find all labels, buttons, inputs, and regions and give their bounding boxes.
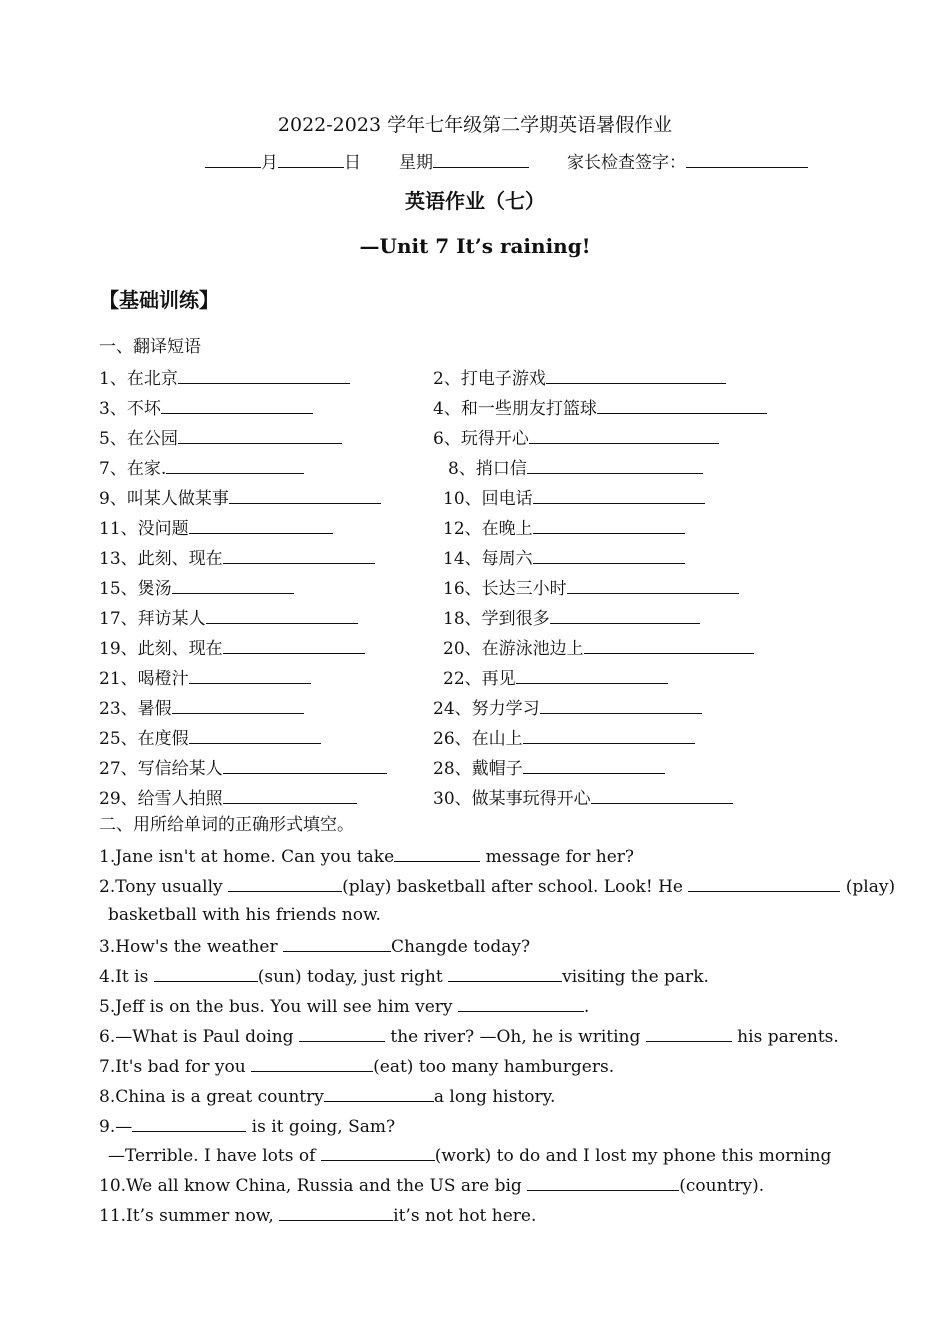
phrase-item xyxy=(99,426,342,450)
phrase-label: 19、此刻、现在 xyxy=(99,639,223,659)
phrase-answer-blank[interactable] xyxy=(567,576,739,594)
phrase-answer-blank[interactable] xyxy=(533,486,705,504)
q3-text-a: 3.How's the weather xyxy=(99,937,283,957)
worksheet-title: 2022-2023 学年七年级第二学期英语暑假作业 xyxy=(277,114,673,136)
q7-text-b: (eat) too many hamburgers. xyxy=(373,1057,615,1077)
phrase-answer-blank[interactable] xyxy=(533,546,685,564)
phrase-item xyxy=(443,516,685,540)
q11-text-a: 11.It’s summer now, xyxy=(99,1206,280,1226)
phrase-label: 8、捎口信 xyxy=(448,459,527,479)
phrase-answer-blank[interactable] xyxy=(206,606,358,624)
phrase-label: 21、喝橙汁 xyxy=(99,669,189,689)
part1-title: 一、翻译短语 xyxy=(99,337,201,357)
phrase-label: 24、努力学习 xyxy=(433,699,540,719)
q4-blank-1[interactable] xyxy=(154,964,258,982)
q8-text-b: a long history. xyxy=(433,1087,556,1107)
phrase-answer-blank[interactable] xyxy=(591,786,733,804)
unit-title: —Unit 7 It’s raining! xyxy=(359,234,591,258)
phrase-answer-blank[interactable] xyxy=(161,396,313,414)
question-6 xyxy=(99,1024,839,1048)
phrase-item xyxy=(99,606,358,630)
q7-blank[interactable] xyxy=(251,1054,373,1072)
question-11 xyxy=(99,1203,536,1227)
q2-text-b: (play) basketball after school. Look! He xyxy=(342,877,689,897)
q9-blank-2[interactable] xyxy=(321,1143,435,1161)
question-5 xyxy=(99,994,589,1018)
phrase-label: 4、和一些朋友打篮球 xyxy=(433,399,597,419)
q9-text-b: is it going, Sam? xyxy=(246,1117,396,1137)
question-10 xyxy=(99,1173,764,1197)
q6-text-a: 6.—What is Paul doing xyxy=(99,1027,299,1047)
phrase-item xyxy=(99,726,321,750)
phrase-label: 13、此刻、现在 xyxy=(99,549,223,569)
question-7 xyxy=(99,1054,614,1078)
phrase-label: 2、打电子游戏 xyxy=(433,369,546,389)
phrase-label: 3、不坏 xyxy=(99,399,161,419)
phrase-answer-blank[interactable] xyxy=(166,456,304,474)
phrase-item xyxy=(99,366,350,390)
phrase-item xyxy=(99,666,311,690)
phrase-item xyxy=(448,456,703,480)
phrase-label: 12、在晚上 xyxy=(443,519,533,539)
question-4 xyxy=(99,964,709,988)
phrase-answer-blank[interactable] xyxy=(223,546,375,564)
section-title: 【基础训练】 xyxy=(99,288,219,312)
q8-blank[interactable] xyxy=(324,1084,434,1102)
q9-blank-1[interactable] xyxy=(132,1114,246,1132)
month-blank[interactable] xyxy=(205,149,261,168)
phrase-answer-blank[interactable] xyxy=(223,756,387,774)
phrase-answer-blank[interactable] xyxy=(223,786,357,804)
phrase-item xyxy=(99,786,357,810)
q4-text-b: (sun) today, just right xyxy=(257,967,449,987)
homework-heading: 英语作业（七） xyxy=(405,189,545,213)
phrase-answer-blank[interactable] xyxy=(189,726,321,744)
phrase-item xyxy=(433,396,767,420)
q2-text-c: (play) xyxy=(840,877,896,897)
phrase-answer-blank[interactable] xyxy=(540,696,702,714)
day-blank[interactable] xyxy=(278,149,344,168)
phrase-item xyxy=(99,456,304,480)
q6-blank-1[interactable] xyxy=(299,1024,385,1042)
q4-blank-2[interactable] xyxy=(448,964,562,982)
q7-text-a: 7.It's bad for you xyxy=(99,1057,252,1077)
phrase-label: 27、写信给某人 xyxy=(99,759,223,779)
phrase-label: 26、在山上 xyxy=(433,729,523,749)
phrase-item xyxy=(99,636,365,660)
q9-text-d: (work) to do and I lost my phone this morning xyxy=(434,1146,832,1166)
phrase-label: 22、再见 xyxy=(443,669,516,689)
phrase-answer-blank[interactable] xyxy=(527,456,703,474)
phrase-label: 1、在北京 xyxy=(99,369,178,389)
phrase-label: 14、每周六 xyxy=(443,549,533,569)
q6-blank-2[interactable] xyxy=(646,1024,732,1042)
question-8 xyxy=(99,1084,555,1108)
q10-text-a: 10.We all know China, Russia and the US are big xyxy=(99,1176,528,1196)
phrase-label: 23、暑假 xyxy=(99,699,172,719)
phrase-answer-blank[interactable] xyxy=(523,756,665,774)
q10-text-b: (country). xyxy=(679,1176,765,1196)
phrase-answer-blank[interactable] xyxy=(584,636,754,654)
month-label: 月 xyxy=(261,153,278,173)
phrase-answer-blank[interactable] xyxy=(550,606,700,624)
phrase-answer-blank[interactable] xyxy=(178,366,350,384)
phrase-answer-blank[interactable] xyxy=(529,426,719,444)
q4-text-c: visiting the park. xyxy=(562,967,709,987)
q4-text-a: 4.It is xyxy=(99,967,154,987)
phrase-answer-blank[interactable] xyxy=(189,666,311,684)
phrase-answer-blank[interactable] xyxy=(533,516,685,534)
phrase-item xyxy=(443,636,754,660)
phrase-label: 6、玩得开心 xyxy=(433,429,529,449)
question-1 xyxy=(99,844,634,868)
phrase-label: 16、长达三小时 xyxy=(443,579,567,599)
q1-text-a: 1.Jane isn't at home. Can you take xyxy=(99,847,395,867)
phrase-answer-blank[interactable] xyxy=(516,666,668,684)
phrase-answer-blank[interactable] xyxy=(172,576,294,594)
phrase-answer-blank[interactable] xyxy=(223,636,365,654)
phrase-label: 29、给雪人拍照 xyxy=(99,789,223,809)
phrase-label: 11、没问题 xyxy=(99,519,189,539)
phrase-item xyxy=(433,426,719,450)
weekday-label: 星期 xyxy=(399,153,433,173)
phrase-item xyxy=(99,486,381,510)
phrase-answer-blank[interactable] xyxy=(597,396,767,414)
q9-text-a: 9.— xyxy=(99,1117,133,1137)
phrase-item xyxy=(99,396,313,420)
q8-text-a: 8.China is a great country xyxy=(99,1087,324,1107)
q3-blank[interactable] xyxy=(283,934,391,952)
phrase-answer-blank[interactable] xyxy=(229,486,381,504)
phrase-label: 7、在家. xyxy=(99,459,167,479)
phrase-item xyxy=(99,546,375,570)
phrase-answer-blank[interactable] xyxy=(546,366,726,384)
phrase-item xyxy=(99,696,304,720)
q1-blank[interactable] xyxy=(394,844,480,862)
q5-text-b: . xyxy=(583,997,590,1017)
parent-signature-label: 家长检查签字： xyxy=(567,153,686,173)
q3-text-b: Changde today? xyxy=(391,937,531,957)
phrase-label: 5、在公园 xyxy=(99,429,178,449)
phrase-label: 9、叫某人做某事 xyxy=(99,489,229,509)
date-signature-line xyxy=(205,148,845,173)
parent-signature-blank[interactable] xyxy=(686,149,808,168)
q2-text-a: 2.Tony usually xyxy=(99,877,229,897)
question-2 xyxy=(99,874,895,898)
part2-title: 二、用所给单词的正确形式填空。 xyxy=(99,815,354,835)
question-2-cont: basketball with his friends now. xyxy=(108,905,381,925)
phrase-label: 28、戴帽子 xyxy=(433,759,523,779)
question-9-cont xyxy=(108,1143,831,1167)
phrase-item xyxy=(433,366,726,390)
question-9 xyxy=(99,1114,395,1138)
phrase-item xyxy=(433,726,695,750)
phrase-item xyxy=(99,516,333,540)
phrase-answer-blank[interactable] xyxy=(172,696,304,714)
phrase-item xyxy=(443,486,705,510)
phrase-answer-blank[interactable] xyxy=(178,426,342,444)
day-label: 日 xyxy=(344,153,361,173)
phrase-label: 10、回电话 xyxy=(443,489,533,509)
phrase-item xyxy=(433,696,702,720)
phrase-label: 17、拜访某人 xyxy=(99,609,206,629)
q6-text-b: the river? —Oh, he is writing xyxy=(384,1027,646,1047)
phrase-item xyxy=(443,576,739,600)
q11-text-b: it’s not hot here. xyxy=(393,1206,537,1226)
q2-blank-1[interactable] xyxy=(228,874,342,892)
weekday-blank[interactable] xyxy=(433,149,529,168)
q5-text-a: 5.Jeff is on the bus. You will see him very xyxy=(99,997,458,1017)
q6-text-c: his parents. xyxy=(731,1027,839,1047)
phrase-label: 30、做某事玩得开心 xyxy=(433,789,591,809)
phrase-label: 15、煲汤 xyxy=(99,579,172,599)
q5-blank[interactable] xyxy=(458,994,584,1012)
phrase-item xyxy=(433,756,665,780)
question-3 xyxy=(99,934,530,958)
phrase-label: 20、在游泳池边上 xyxy=(443,639,584,659)
phrase-item xyxy=(443,546,685,570)
q2-blank-2[interactable] xyxy=(688,874,840,892)
q9-text-c: —Terrible. I have lots of xyxy=(108,1146,321,1166)
phrase-label: 18、学到很多 xyxy=(443,609,550,629)
phrase-item xyxy=(443,666,668,690)
phrase-item xyxy=(443,606,700,630)
phrase-answer-blank[interactable] xyxy=(523,726,695,744)
phrase-answer-blank[interactable] xyxy=(189,516,333,534)
phrase-item xyxy=(99,576,294,600)
q1-text-b: message for her? xyxy=(480,847,634,867)
phrase-item xyxy=(433,786,733,810)
q11-blank[interactable] xyxy=(279,1203,393,1221)
phrase-label: 25、在度假 xyxy=(99,729,189,749)
phrase-item xyxy=(99,756,387,780)
q10-blank[interactable] xyxy=(527,1173,679,1191)
